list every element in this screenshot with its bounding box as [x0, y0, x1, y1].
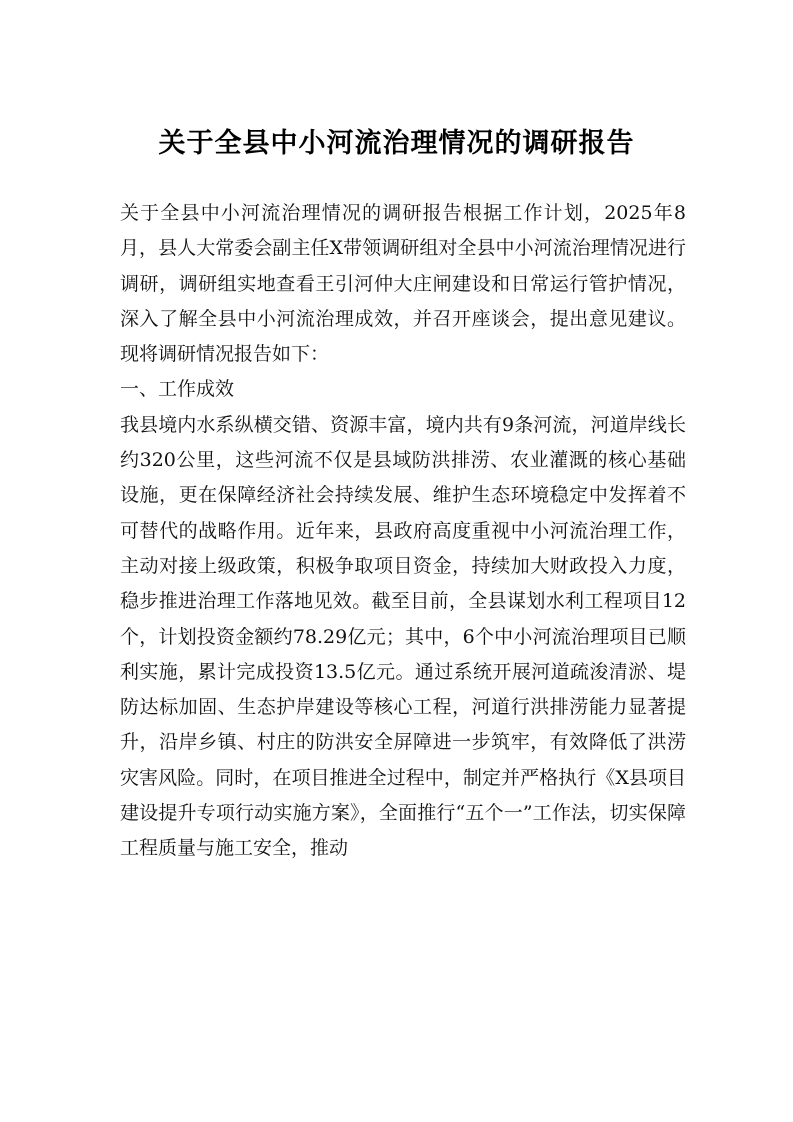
work-results-paragraph: 我县境内水系纵横交错、资源丰富，境内共有9条河流，河道岸线长约320公里，这些河流不仅是县域防洪排涝、农业灌溉的核心基础设施，更在保障经济社会持续发展、维护生态环境稳定中发挥着不可替代的战略作用。近年来，县政府高度重视中小河流治理工作，主动对接上级政策，积极争取项目资金，持续加大财政投入力度，稳步推进治理工作落地见效。截至目前，全县谋划水利工程项目12个，计划投资金额约78.29亿元；其中，6个中小河流治理项目已顺利实施，累计完成投资13.5亿元。通过系统开展河道疏浚清淤、堤防达标加固、生态护岸建设等核心工程，河道行洪排涝能力显著提升，沿岸乡镇、村庄的防洪安全屏障进一步筑牢，有效降低了洪涝灾害风险。同时，在项目推进全过程中，制定并严格执行《X县项目建设提升专项行动实施方案》，全面推行“五个一”工作法，切实保障工程质量与施工安全，推动	[120, 413, 686, 860]
document-title: 关于全县中小河流治理情况的调研报告	[158, 128, 635, 159]
intro-paragraph: 关于全县中小河流治理情况的调研报告根据工作计划，2025年8月，县人大常委会副主任X带领调研组对全县中小河流治理情况进行调研，调研组实地查看王引河仲大庄闸建设和日常运行管护情况，深入了解全县中小河流治理成效，并召开座谈会，提出意见建议。现将调研情况报告如下：	[120, 202, 686, 366]
section-heading-work-results: 一、工作成效	[120, 378, 235, 401]
document-body	[120, 196, 686, 867]
